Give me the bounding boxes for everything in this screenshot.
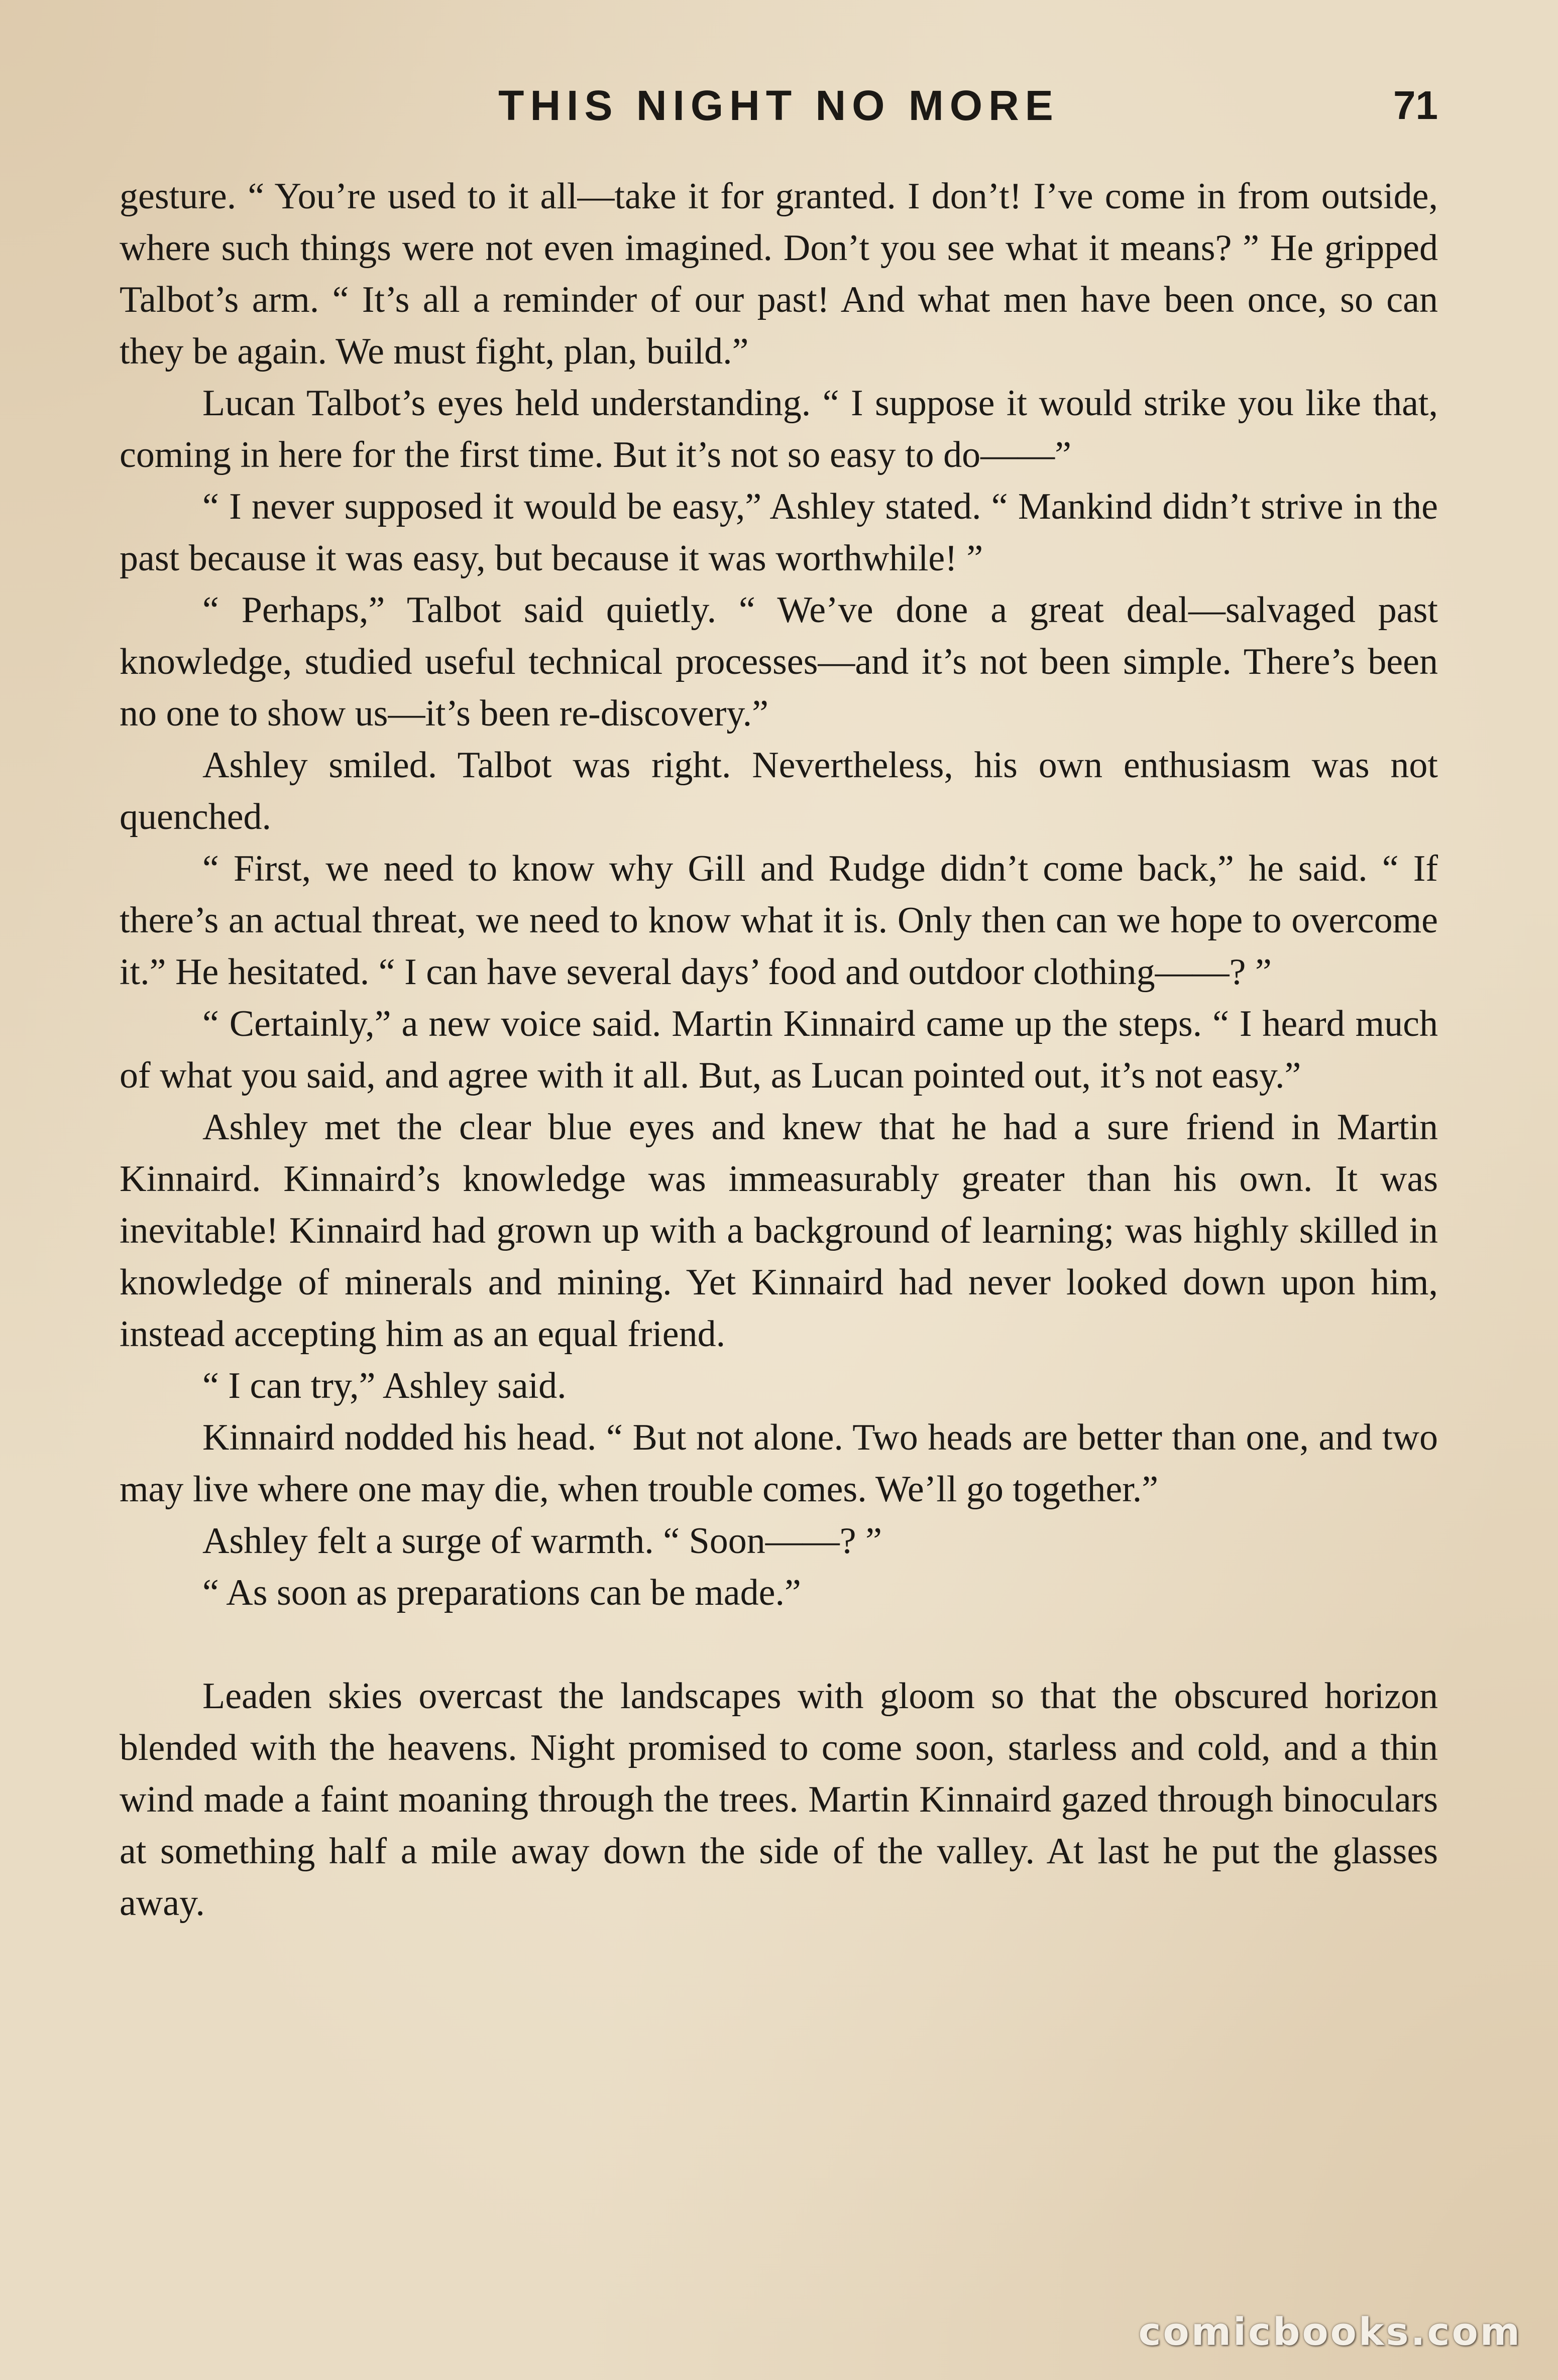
paragraph: “ Perhaps,” Talbot said quietly. “ We’ve done a great deal—salvaged past knowledge, studied useful technical processes—and it’s not been simple. There’s been no one to show us—it’s been re-discovery.”	[120, 589, 1438, 734]
body-text	[120, 171, 1438, 1929]
running-title: THIS NIGHT NO MORE	[498, 82, 1059, 129]
paragraph: Ashley met the clear blue eyes and knew that he had a sure friend in Martin Kinnaird. Kinnaird’s knowledge was immeasurably greater than his own. It was inevitable! Kinnaird had grown up with a background of learning; was highly skilled in knowledge of minerals and mining. Yet Kinnaird had never looked down upon him, instead accepting him as an equal friend.	[120, 1107, 1438, 1355]
paragraph: “ Certainly,” a new voice said. Martin Kinnaird came up the steps. “ I heard much of what you said, and agree with it all. But, as Lucan pointed out, it’s not easy.”	[120, 1003, 1438, 1096]
page-number: 71	[1393, 83, 1438, 128]
paragraph: “ First, we need to know why Gill and Rudge didn’t come back,” he said. “ If there’s an actual threat, we need to know what it is. Only then can we hope to overcome it.” He hesitated. “ I can have several days’ food and outdoor clothing——? ”	[120, 848, 1438, 993]
watermark-logo: comicbooks.com	[1138, 2309, 1522, 2354]
running-head	[120, 75, 1438, 136]
paragraph: Ashley felt a surge of warmth. “ Soon——? ”	[202, 1520, 882, 1562]
paragraph: “ I can try,” Ashley said.	[202, 1365, 567, 1406]
paragraph: gesture. “ You’re used to it all—take it for granted. I don’t! I’ve come in from outside, where such things were not even imagined. Don’t you see what it means? ” He gripped Talbot’s arm. “ It’s all a reminder of our past! And what men have been once, so can they be again. We must fight, plan, build.”	[120, 176, 1438, 372]
paragraph: Lucan Talbot’s eyes held understanding. “ I suppose it would strike you like that, coming in here for the first time. But it’s not so easy to do——”	[120, 383, 1438, 475]
paragraph: Kinnaird nodded his head. “ But not alone. Two heads are better than one, and two may live where one may die, when trouble comes. We’ll go together.”	[120, 1417, 1438, 1510]
paragraph: Ashley smiled. Talbot was right. Nevertheless, his own enthusiasm was not quenched.	[120, 745, 1438, 838]
paragraph: “ As soon as preparations can be made.”	[202, 1572, 801, 1613]
paragraph-section-start: Leaden skies overcast the landscapes with gloom so that the obscured horizon blended with the heavens. Night promised to come soon, starless and cold, and a thin wind made a faint moaning through the trees. Martin Kinnaird gazed through binoculars at something half a mile away down the side of the valley. At last he put the glasses away.	[120, 1676, 1438, 1924]
paragraph: “ I never supposed it would be easy,” Ashley stated. “ Mankind didn’t strive in the past because it was easy, but because it was worthwhile! ”	[120, 486, 1438, 579]
